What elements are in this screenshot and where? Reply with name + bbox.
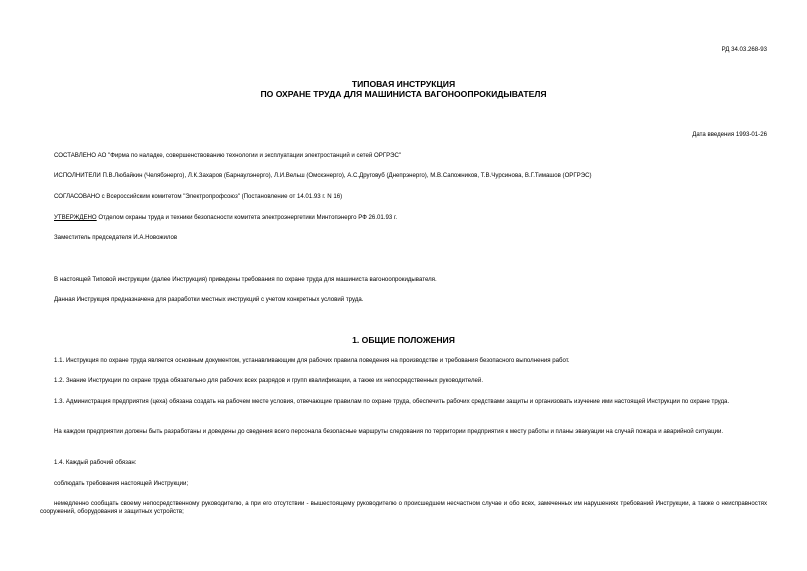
document-title: [0, 79, 807, 99]
approved-link[interactable]: УТВЕРЖДЕНО: [54, 214, 97, 221]
paragraph-1-4-item-b: немедленно сообщать своему непосредственному руководителю, а при его отсутствии - вышестоящему руководителю о происшедшем несчастном случае и обо всех, замеченных им нарушениях требований Инструкции, а также о неисправностях сооружений, оборудования и защитных устройств;: [40, 500, 767, 516]
section-heading: 1. ОБЩИЕ ПОЛОЖЕНИЯ: [352, 335, 455, 345]
paragraph-1-4: 1.4. Каждый рабочий обязан:: [54, 459, 137, 466]
title-line-1: ТИПОВАЯ ИНСТРУКЦИЯ: [351, 79, 456, 89]
title-line-2: ПО ОХРАНЕ ТРУДА ДЛЯ МАШИНИСТА ВАГОНООПРОКИДЫВАТЕЛЯ: [260, 89, 547, 99]
paragraph-1-3-routes: На каждом предприятии должны быть разработаны и доведены до сведения всего персонала безопасные маршруты следования по территории предприятия к месту работы и планы эвакуации на случай пожара и аварийной ситуации.: [54, 428, 724, 435]
approved-text: Отделом охраны труда и техники безопасности комитета электроэнергетики Минтопэнерго РФ 26.01.93 г.: [96, 214, 398, 221]
agreed-with: СОГЛАСОВАНО с Всероссийским комитетом "Электропрофсоюз" (Постановление от 14.01.93 г. N 16): [54, 193, 343, 200]
document-code: РД 34.03.268-93: [721, 46, 767, 53]
paragraph-1-3: 1.3. Администрация предприятия (цеха) обязана создать на рабочем месте условия, отвечающие правилам по охране труда, обеспечить рабочих средствами защиты и организовать изучение ими настоящей Инструкции по охране труда.: [54, 398, 730, 405]
intro-paragraph-2: Данная Инструкция предназначена для разработки местных инструкций с учетом конкретных условий труда.: [54, 296, 364, 303]
executors: ИСПОЛНИТЕЛИ П.В.Любайкин (Челябэнерго), Л.К.Захаров (Барнаулэнерго), Л.И.Вельш (Омскэнерго), А.С.Друговуб (Днепрэнерго), М.В.Сапожников, Т.В.Чурсинова, В.Г.Тимашов (ОРГРЭС): [54, 172, 592, 179]
paragraph-1-2: 1.2. Знание Инструкции по охране труда обязательно для рабочих всех разрядов и групп квалификации, а также их непосредственных руководителей.: [54, 377, 484, 384]
introduction-date: Дата введения 1993-01-26: [692, 131, 767, 138]
paragraph-1-4-item-a: соблюдать требования настоящей Инструкции;: [54, 480, 189, 487]
deputy-chairman: Заместитель председателя И.А.Новожилов: [54, 234, 178, 241]
paragraph-1-1: 1.1. Инструкция по охране труда является основным документом, устанавливающим для рабочих правила поведения на производстве и требования безопасного выполнения работ.: [54, 357, 570, 364]
intro-paragraph-1: В настоящей Типовой инструкции (далее Инструкция) приведены требования по охране труда для машиниста вагоноопрокидывателя.: [54, 276, 437, 283]
approved-by: [54, 214, 767, 222]
compiled-by: СОСТАВЛЕНО АО "Фирма по наладке, совершенствованию технологии и эксплуатации электростанций и сетей ОРГРЭС": [54, 152, 402, 159]
